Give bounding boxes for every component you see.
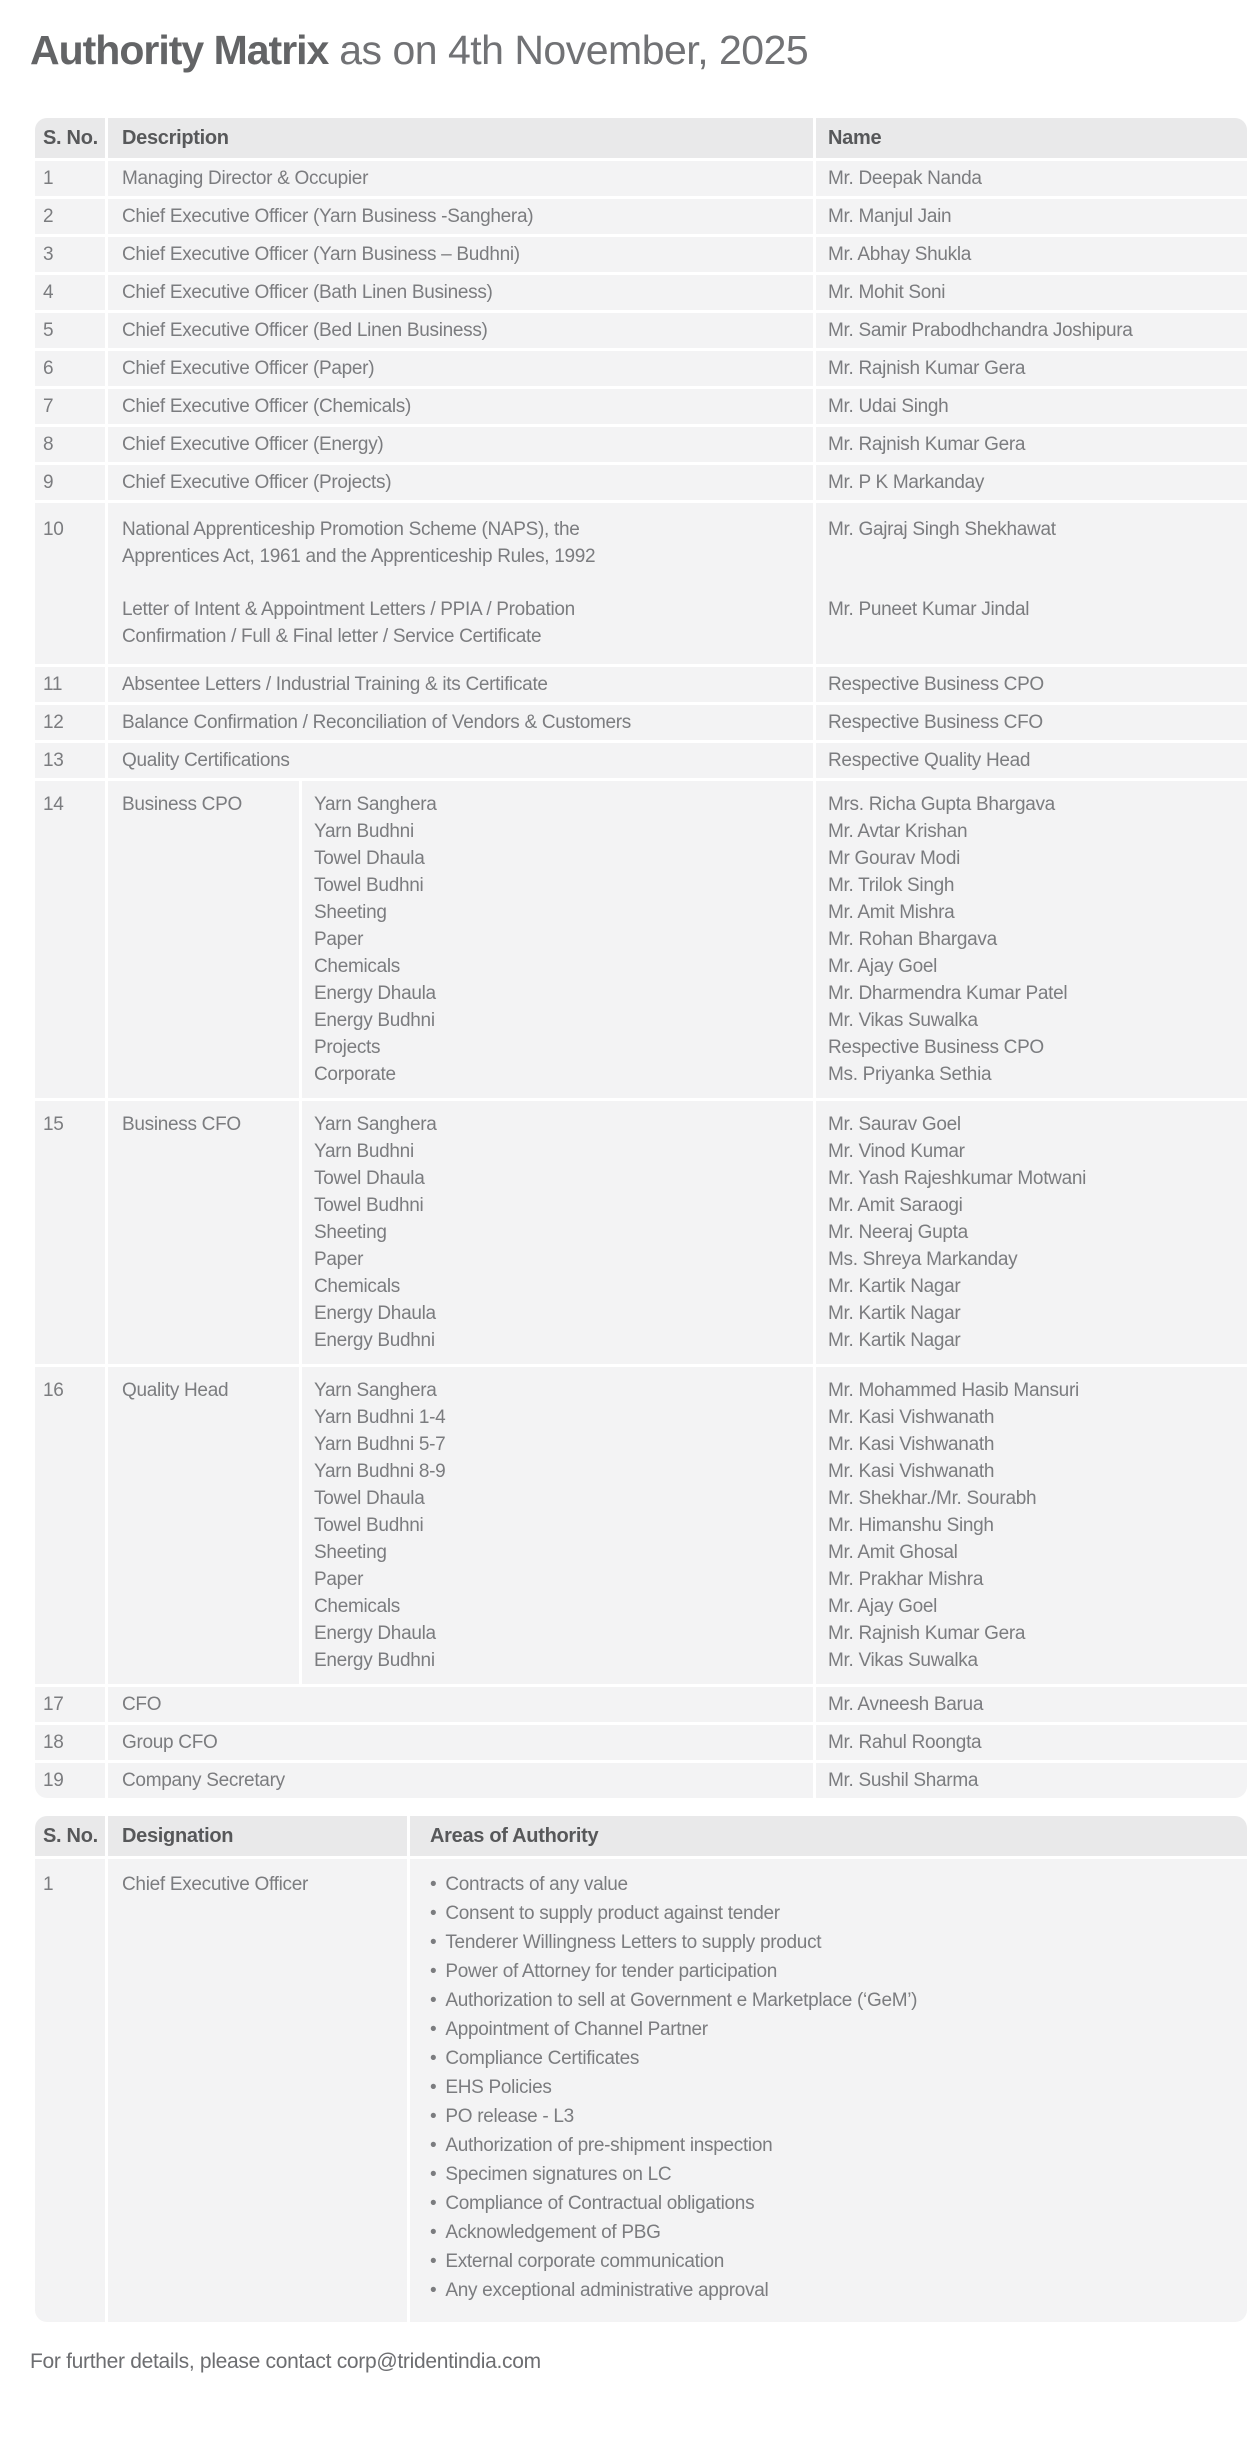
sno-cell: 15 <box>43 1114 64 1135</box>
sno-cell: 10 <box>43 519 64 540</box>
column-divider <box>813 275 816 310</box>
column-divider <box>813 1687 816 1722</box>
column-divider <box>105 351 108 386</box>
page-title <box>30 26 1220 74</box>
sno-cell: 6 <box>43 358 54 379</box>
bullet-item <box>430 1900 1247 1927</box>
column-divider <box>105 199 108 234</box>
name-cell: Mr. Kasi Vishwanath <box>828 1434 995 1455</box>
column-divider <box>105 1687 108 1722</box>
bullet-icon: • <box>430 1932 437 1953</box>
bullet-text: Any exceptional administrative approval <box>445 2280 769 2301</box>
unit-cell: Towel Budhni <box>314 1195 424 1216</box>
sno-cell: 13 <box>43 750 64 771</box>
bullet-item <box>430 2219 1247 2246</box>
group-label-cell: Business CPO <box>122 794 242 815</box>
group-label-cell: Business CFO <box>122 1114 241 1135</box>
unit-cell: Yarn Budhni 8-9 <box>314 1461 446 1482</box>
name-cell: Mr. Shekhar./Mr. Sourabh <box>828 1488 1037 1509</box>
bullet-text: Compliance Certificates <box>445 2048 640 2069</box>
header-cell-sno: S. No. <box>43 127 98 149</box>
name-cell: Mr. Neeraj Gupta <box>828 1222 968 1243</box>
bullet-text: Acknowledgement of PBG <box>445 2222 661 2243</box>
unit-cell: Chemicals <box>314 1276 400 1297</box>
column-divider <box>105 313 108 348</box>
name-cell: Mr. Trilok Singh <box>828 875 955 896</box>
bullet-text: External corporate communication <box>445 2251 725 2272</box>
name-cell: Mrs. Richa Gupta Bhargava <box>828 794 1055 815</box>
group-label-cell: Quality Head <box>122 1380 229 1401</box>
unit-cell: Sheeting <box>314 1222 387 1243</box>
table-row <box>35 667 1247 702</box>
name-cell: Mr. Manjul Jain <box>828 206 952 227</box>
column-divider <box>813 161 816 196</box>
header-cell-name: Name <box>828 127 882 149</box>
unit-cell: Projects <box>314 1037 381 1058</box>
description-cell: Chief Executive Officer (Energy) <box>122 434 384 455</box>
column-divider <box>299 781 302 1098</box>
page-title-date: as on 4th November, 2025 <box>328 27 809 73</box>
unit-cell: Towel Budhni <box>314 1515 424 1536</box>
name-cell: Mr. Kartik Nagar <box>828 1276 961 1297</box>
sno-cell: 14 <box>43 794 64 815</box>
sno-cell: 9 <box>43 472 54 493</box>
table-row <box>35 743 1247 778</box>
unit-cell: Energy Budhni <box>314 1010 435 1031</box>
sno-cell: 4 <box>43 282 54 303</box>
bullet-item <box>430 1929 1247 1956</box>
bullet-item <box>430 2103 1247 2130</box>
name-cell: Respective Business CPO <box>828 674 1044 695</box>
description-cell: Managing Director & Occupier <box>122 168 369 189</box>
description-cell: Chief Executive Officer (Yarn Business – Budhni) <box>122 244 520 265</box>
column-divider <box>813 1101 816 1364</box>
column-divider <box>105 1367 108 1684</box>
bullet-item <box>430 1987 1247 2014</box>
table-row <box>35 1859 1247 2322</box>
table-row <box>35 1367 1247 1684</box>
column-divider <box>813 465 816 500</box>
column-divider <box>813 313 816 348</box>
column-divider <box>813 351 816 386</box>
description-cell: Chief Executive Officer (Bed Linen Business) <box>122 320 488 341</box>
sno-cell: 1 <box>43 168 54 189</box>
bullet-item <box>430 2161 1247 2188</box>
name-cell: Mr. Ajay Goel <box>828 956 938 977</box>
name-cell: Respective Quality Head <box>828 750 1031 771</box>
bullet-text: Consent to supply product against tender <box>445 1903 780 1924</box>
sno-cell: 12 <box>43 712 64 733</box>
table-row <box>35 465 1247 500</box>
column-divider <box>105 1859 108 2322</box>
authority-table-header <box>35 118 1247 158</box>
bullet-icon: • <box>430 2106 437 2127</box>
column-divider <box>105 427 108 462</box>
column-divider <box>407 1859 410 2322</box>
header-cell-designation: Designation <box>122 1825 234 1847</box>
name-cell: Mr. Gajraj Singh Shekhawat <box>828 519 1056 540</box>
name-cell: Mr Gourav Modi <box>828 848 961 869</box>
header-cell-description: Description <box>122 127 229 149</box>
bullet-text: Appointment of Channel Partner <box>445 2019 708 2040</box>
bullet-text: Tenderer Willingness Letters to supply product <box>445 1932 822 1953</box>
name-cell: Respective Business CFO <box>828 712 1043 733</box>
unit-cell: Energy Dhaula <box>314 1303 436 1324</box>
name-cell: Mr. Rohan Bhargava <box>828 929 997 950</box>
unit-cell: Towel Dhaula <box>314 1168 425 1189</box>
bullet-text: PO release - L3 <box>445 2106 574 2127</box>
bullet-text: Authorization to sell at Government e Marketplace (‘GeM’) <box>445 1990 918 2011</box>
column-divider <box>407 1816 410 1856</box>
description-cell: Letter of Intent & Appointment Letters / PPIA / Probation Confirmation / Full & Final letter / Service Certificate <box>122 599 575 647</box>
bullet-icon: • <box>430 2019 437 2040</box>
bullet-item <box>430 2045 1247 2072</box>
table-row <box>35 389 1247 424</box>
name-cell: Mr. Ajay Goel <box>828 1596 938 1617</box>
description-cell: Chief Executive Officer (Bath Linen Business) <box>122 282 493 303</box>
unit-cell: Paper <box>314 929 364 950</box>
unit-cell: Yarn Budhni 5-7 <box>314 1434 446 1455</box>
bullet-icon: • <box>430 2193 437 2214</box>
unit-cell: Towel Budhni <box>314 875 424 896</box>
name-cell: Mr. Amit Ghosal <box>828 1542 958 1563</box>
sno-cell: 5 <box>43 320 54 341</box>
name-cell: Mr. Kartik Nagar <box>828 1330 961 1351</box>
sno-cell: 16 <box>43 1380 64 1401</box>
bullet-icon: • <box>430 2280 437 2301</box>
description-cell: Group CFO <box>122 1732 218 1753</box>
areas-of-authority-table <box>35 1816 1247 2322</box>
column-divider <box>813 1367 816 1684</box>
header-cell-areas: Areas of Authority <box>430 1825 599 1847</box>
description-cell: Balance Confirmation / Reconciliation of Vendors & Customers <box>122 712 631 733</box>
column-divider <box>299 1367 302 1684</box>
name-cell: Ms. Priyanka Sethia <box>828 1064 992 1085</box>
unit-cell: Chemicals <box>314 956 400 977</box>
page-title-main: Authority Matrix <box>30 27 329 73</box>
bullet-item <box>430 1871 1247 1898</box>
bullet-icon: • <box>430 1990 437 2011</box>
column-divider <box>105 1816 108 1856</box>
sno-cell: 7 <box>43 396 54 417</box>
name-cell: Mr. Rajnish Kumar Gera <box>828 358 1026 379</box>
column-divider <box>813 743 816 778</box>
name-cell: Mr. Rahul Roongta <box>828 1732 982 1753</box>
column-divider <box>813 705 816 740</box>
table-row <box>35 313 1247 348</box>
table-row <box>35 1725 1247 1760</box>
table-row <box>35 503 1247 664</box>
bullet-item <box>430 2190 1247 2217</box>
name-cell: Mr. Udai Singh <box>828 396 949 417</box>
name-cell: Mr. Kasi Vishwanath <box>828 1407 995 1428</box>
unit-cell: Yarn Budhni <box>314 821 414 842</box>
unit-cell: Paper <box>314 1569 364 1590</box>
column-divider <box>813 1763 816 1798</box>
description-cell: Chief Executive Officer (Projects) <box>122 472 392 493</box>
column-divider <box>105 1725 108 1760</box>
bullet-icon: • <box>430 1961 437 1982</box>
name-cell: Mr. Amit Mishra <box>828 902 955 923</box>
table-row <box>35 1101 1247 1364</box>
table-row <box>35 199 1247 234</box>
name-cell: Mr. Samir Prabodhchandra Joshipura <box>828 320 1133 341</box>
table-row <box>35 781 1247 1098</box>
bullet-icon: • <box>430 2222 437 2243</box>
name-cell: Mr. Vikas Suwalka <box>828 1010 978 1031</box>
description-cell: Quality Certifications <box>122 750 290 771</box>
unit-cell: Corporate <box>314 1064 396 1085</box>
column-divider <box>813 427 816 462</box>
table-row <box>35 427 1247 462</box>
description-cell: Company Secretary <box>122 1770 285 1791</box>
bullet-item <box>430 2248 1247 2275</box>
name-cell: Mr. Deepak Nanda <box>828 168 982 189</box>
bullet-text: Specimen signatures on LC <box>445 2164 672 2185</box>
name-cell: Mr. Abhay Shukla <box>828 244 972 265</box>
unit-cell: Towel Dhaula <box>314 1488 425 1509</box>
name-cell: Mr. Prakhar Mishra <box>828 1569 984 1590</box>
unit-cell: Yarn Sanghera <box>314 1114 437 1135</box>
column-divider <box>813 118 816 158</box>
bullet-icon: • <box>430 2048 437 2069</box>
name-cell: Mr. Rajnish Kumar Gera <box>828 434 1026 455</box>
description-cell: Chief Executive Officer (Yarn Business -Sanghera) <box>122 206 534 227</box>
column-divider <box>105 1101 108 1364</box>
header-cell-sno: S. No. <box>43 1825 98 1847</box>
sno-cell: 18 <box>43 1732 64 1753</box>
column-divider <box>813 1725 816 1760</box>
bullet-text: Contracts of any value <box>445 1874 628 1895</box>
description-cell: National Apprenticeship Promotion Scheme (NAPS), the Apprentices Act, 1961 and the Apprenticeship Rules, 1992 <box>122 519 596 567</box>
column-divider <box>813 781 816 1098</box>
name-cell: Ms. Shreya Markanday <box>828 1249 1018 1270</box>
description-cell: Absentee Letters / Industrial Training & its Certificate <box>122 674 548 695</box>
column-divider <box>105 1763 108 1798</box>
sno-cell: 19 <box>43 1770 64 1791</box>
column-divider <box>813 199 816 234</box>
table-row <box>35 237 1247 272</box>
description-cell: Chief Executive Officer (Paper) <box>122 358 375 379</box>
name-cell: Mr. Puneet Kumar Jindal <box>828 599 1030 620</box>
column-divider <box>813 237 816 272</box>
column-divider <box>105 161 108 196</box>
unit-cell: Energy Budhni <box>314 1650 435 1671</box>
bullet-text: EHS Policies <box>445 2077 552 2098</box>
unit-cell: Sheeting <box>314 1542 387 1563</box>
name-cell: Mr. Kartik Nagar <box>828 1303 961 1324</box>
bullet-icon: • <box>430 1874 437 1895</box>
bullet-text: Authorization of pre-shipment inspection <box>445 2135 773 2156</box>
description-cell: Chief Executive Officer (Chemicals) <box>122 396 412 417</box>
bullet-icon: • <box>430 1903 437 1924</box>
name-cell: Mr. Vikas Suwalka <box>828 1650 978 1671</box>
name-cell: Mr. Dharmendra Kumar Patel <box>828 983 1068 1004</box>
bullet-item <box>430 2277 1247 2304</box>
column-divider <box>813 667 816 702</box>
unit-cell: Energy Dhaula <box>314 1623 436 1644</box>
bullet-icon: • <box>430 2135 437 2156</box>
sno-cell: 1 <box>43 1874 54 1895</box>
unit-cell: Yarn Sanghera <box>314 1380 437 1401</box>
sno-cell: 2 <box>43 206 54 227</box>
unit-cell: Energy Dhaula <box>314 983 436 1004</box>
name-cell: Mr. Avneesh Barua <box>828 1694 984 1715</box>
areas-cell <box>407 1871 1247 2306</box>
name-cell: Respective Business CPO <box>828 1037 1044 1058</box>
bullet-text: Power of Attorney for tender participation <box>445 1961 778 1982</box>
bullet-icon: • <box>430 2164 437 2185</box>
table-row <box>35 705 1247 740</box>
column-divider <box>105 118 108 158</box>
bullet-item <box>430 2132 1247 2159</box>
table-row <box>35 351 1247 386</box>
name-cell: Mr. Rajnish Kumar Gera <box>828 1623 1026 1644</box>
column-divider <box>813 389 816 424</box>
name-cell: Mr. P K Markanday <box>828 472 985 493</box>
column-divider <box>299 1101 302 1364</box>
column-divider <box>105 237 108 272</box>
column-divider <box>105 667 108 702</box>
name-cell: Mr. Vinod Kumar <box>828 1141 965 1162</box>
designation-cell: Chief Executive Officer <box>122 1874 308 1895</box>
bullet-text: Compliance of Contractual obligations <box>445 2193 755 2214</box>
name-cell: Mr. Mohammed Hasib Mansuri <box>828 1380 1079 1401</box>
areas-table-header <box>35 1816 1247 1856</box>
unit-cell: Yarn Budhni <box>314 1141 414 1162</box>
table-row <box>35 1763 1247 1798</box>
sno-cell: 11 <box>43 674 63 695</box>
sno-cell: 17 <box>43 1694 64 1715</box>
table-row <box>35 275 1247 310</box>
column-divider <box>105 389 108 424</box>
description-cell: CFO <box>122 1694 162 1715</box>
bullet-icon: • <box>430 2251 437 2272</box>
unit-cell: Yarn Sanghera <box>314 794 437 815</box>
name-cell: Mr. Sushil Sharma <box>828 1770 979 1791</box>
authority-matrix-table <box>35 118 1247 1798</box>
unit-cell: Towel Dhaula <box>314 848 425 869</box>
unit-cell: Sheeting <box>314 902 387 923</box>
sno-cell: 3 <box>43 244 54 265</box>
unit-cell: Chemicals <box>314 1596 400 1617</box>
column-divider <box>813 503 816 664</box>
column-divider <box>105 743 108 778</box>
bullet-icon: • <box>430 2077 437 2098</box>
unit-cell: Paper <box>314 1249 364 1270</box>
name-cell: Mr. Kasi Vishwanath <box>828 1461 995 1482</box>
name-cell: Mr. Himanshu Singh <box>828 1515 994 1536</box>
table-row <box>35 1687 1247 1722</box>
bullet-item <box>430 2074 1247 2101</box>
name-cell: Mr. Amit Saraogi <box>828 1195 963 1216</box>
sno-cell: 8 <box>43 434 54 455</box>
bullet-item <box>430 1958 1247 1985</box>
name-cell: Mr. Saurav Goel <box>828 1114 961 1135</box>
column-divider <box>105 705 108 740</box>
unit-cell: Yarn Budhni 1-4 <box>314 1407 446 1428</box>
unit-cell: Energy Budhni <box>314 1330 435 1351</box>
footer-contact: For further details, please contact corp@tridentindia.com <box>30 2350 541 2373</box>
name-cell: Mr. Yash Rajeshkumar Motwani <box>828 1168 1087 1189</box>
bullet-item <box>430 2016 1247 2043</box>
name-cell: Mr. Avtar Krishan <box>828 821 968 842</box>
column-divider <box>105 503 108 664</box>
table-row <box>35 161 1247 196</box>
name-cell: Mr. Mohit Soni <box>828 282 946 303</box>
column-divider <box>105 465 108 500</box>
column-divider <box>105 781 108 1098</box>
column-divider <box>105 275 108 310</box>
